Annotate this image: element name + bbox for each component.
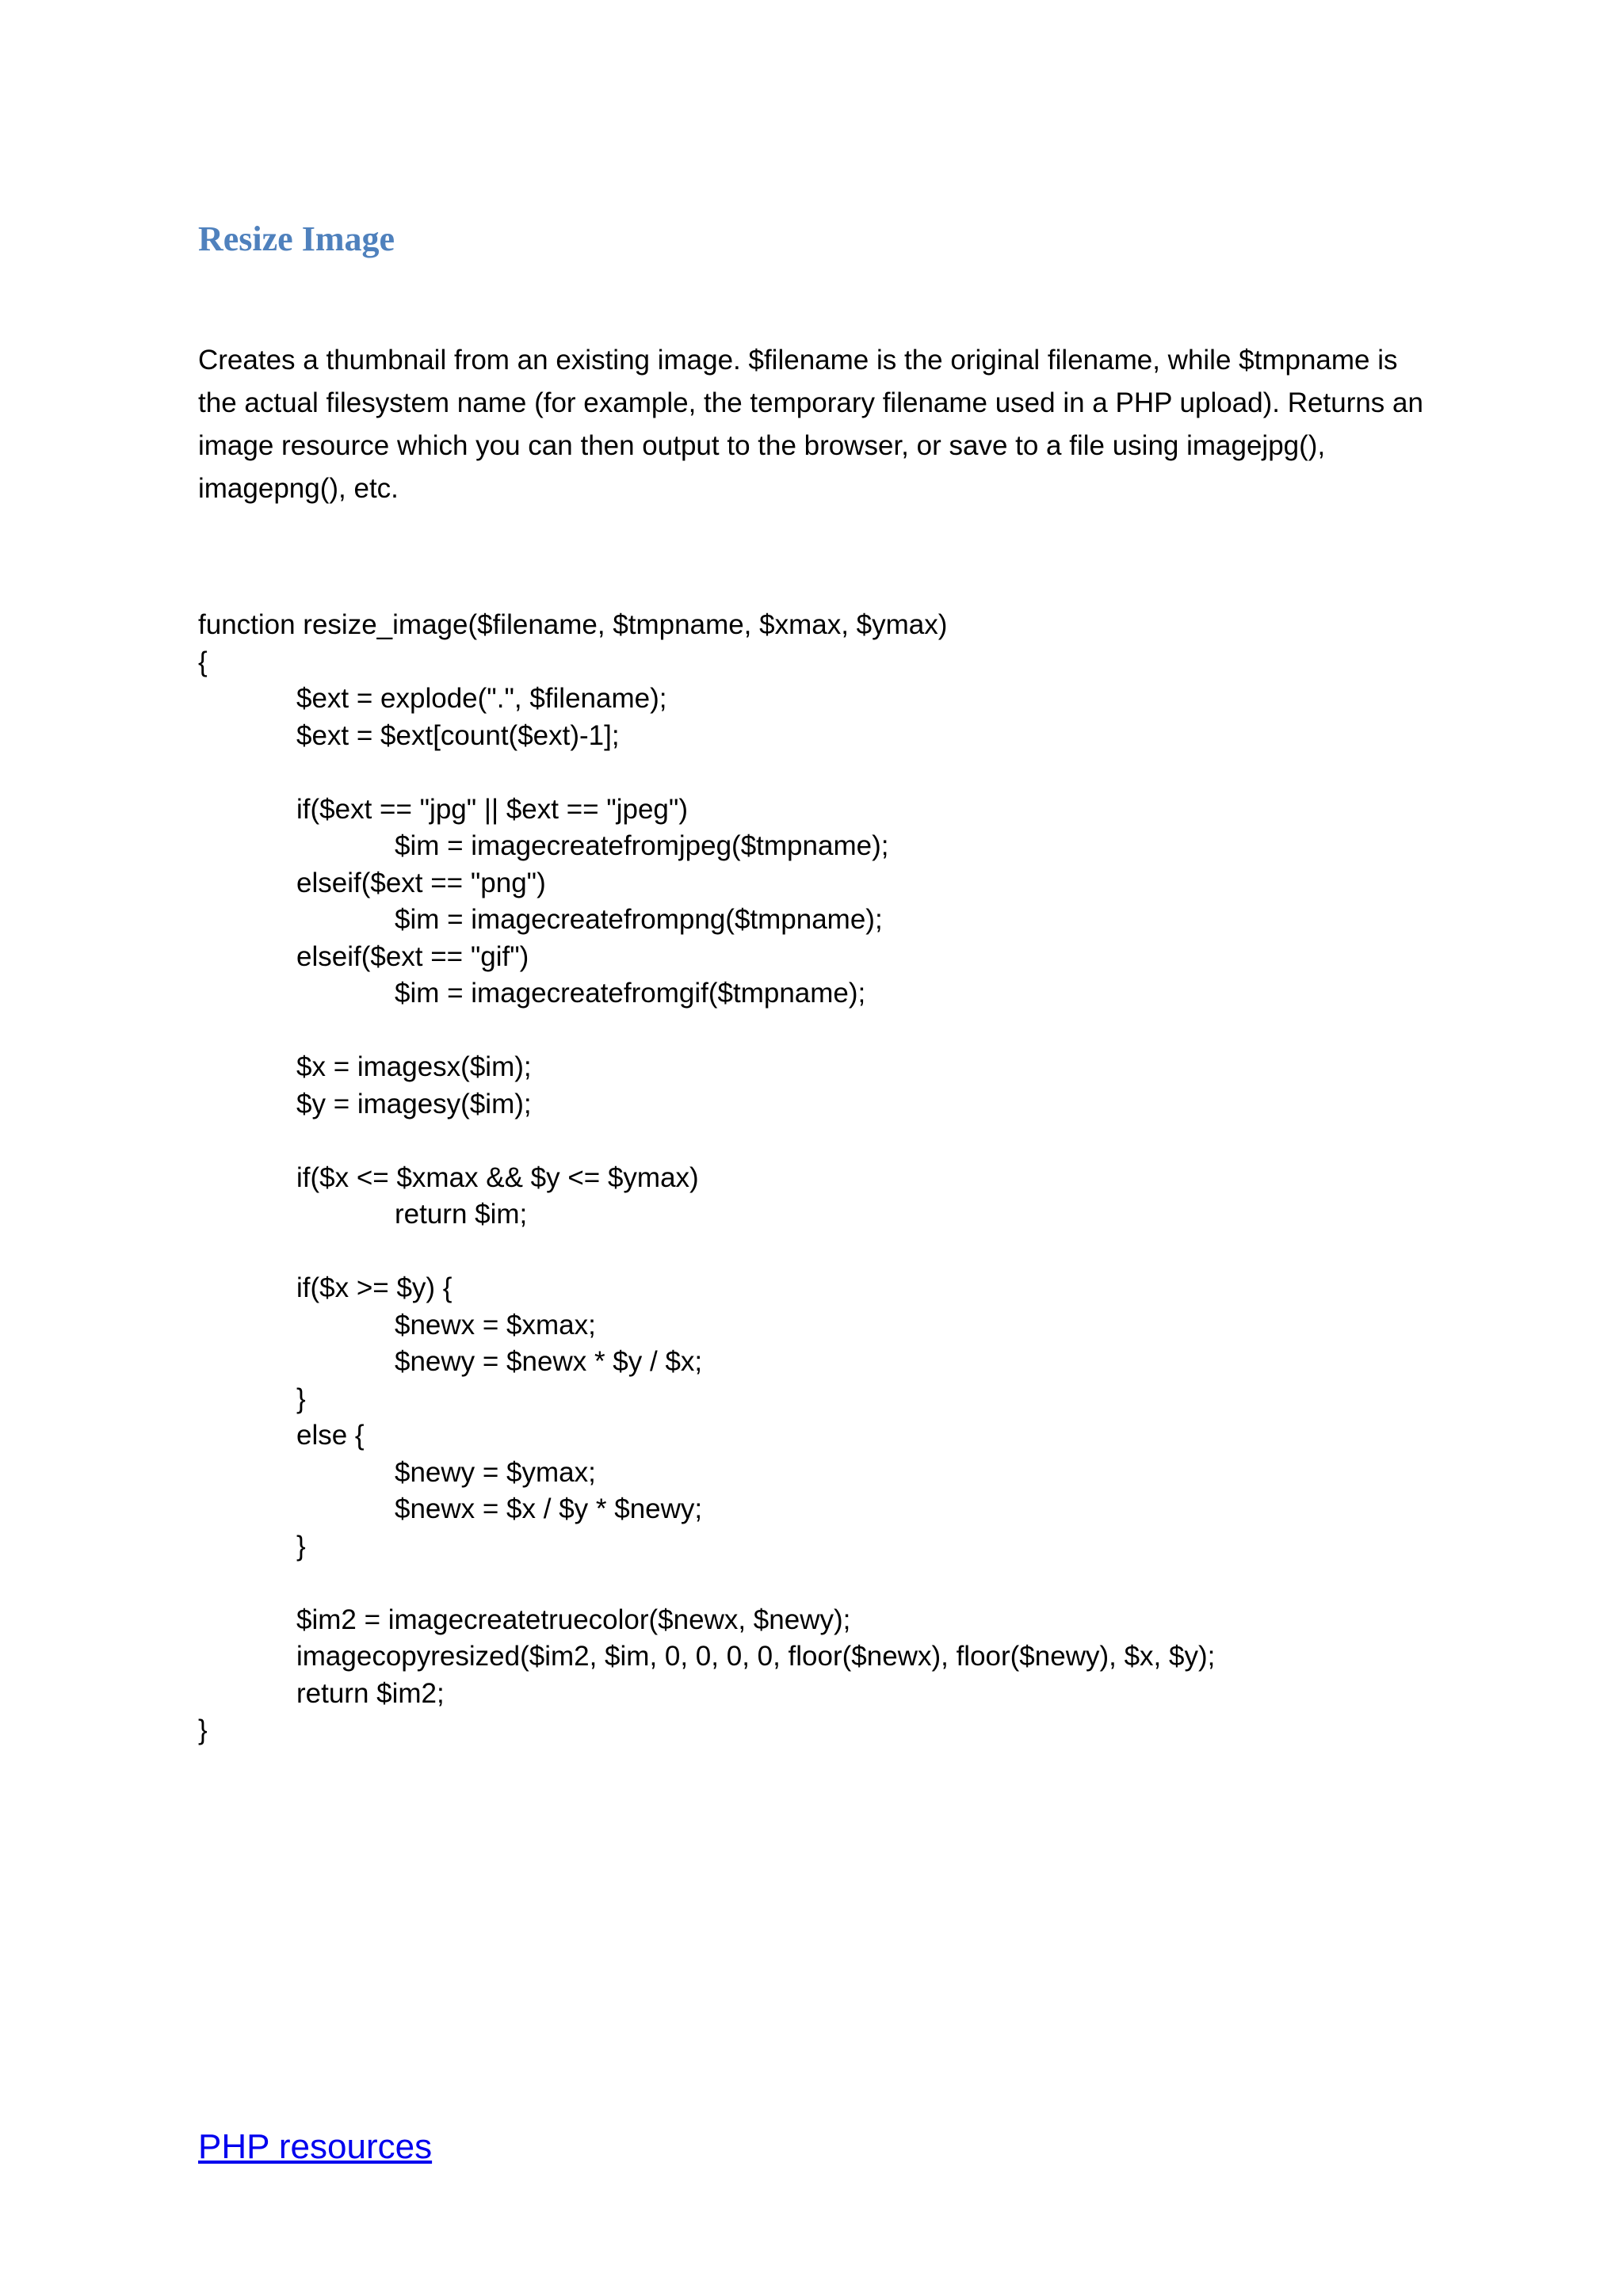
code-line xyxy=(198,1123,1434,1160)
code-line: { xyxy=(198,646,208,677)
code-line xyxy=(198,1013,1434,1050)
code-line: return $im2; xyxy=(296,1677,445,1709)
code-block xyxy=(198,607,1434,1749)
description-paragraph: Creates a thumbnail from an existing image. $filename is the original filename, while $tmpname is the actual filesystem name (for example, the temporary filename used in a PHP upload). Returns an image resource which you can then output to the browser, or save to a file using imagejpg(), imagepng(), etc. xyxy=(198,345,1423,504)
code-line: imagecopyresized($im2, $im, 0, 0, 0, 0, floor($newx), floor($newy), $x, $y); xyxy=(296,1641,1216,1672)
code-line xyxy=(198,754,1434,791)
code-line: if($ext == "jpg" || $ext == "jpeg") xyxy=(296,793,688,825)
code-line: $ext = explode(".", $filename); xyxy=(296,683,667,714)
code-line: } xyxy=(296,1383,306,1414)
code-line: $newy = $ymax; xyxy=(395,1456,596,1488)
php-resources-link[interactable]: PHP resources xyxy=(198,2127,433,2166)
page-title: Resize Image xyxy=(198,219,395,258)
code-line: $ext = $ext[count($ext)-1]; xyxy=(296,719,620,751)
code-line: $im = imagecreatefromgif($tmpname); xyxy=(395,978,866,1009)
code-line: } xyxy=(296,1530,306,1562)
code-line: $newx = $xmax; xyxy=(395,1309,596,1341)
code-line: if($x <= $xmax && $y <= $ymax) xyxy=(296,1161,699,1193)
code-line: $x = imagesx($im); xyxy=(296,1051,532,1082)
code-line: $y = imagesy($im); xyxy=(296,1088,532,1119)
code-line: else { xyxy=(296,1420,365,1451)
code-line: $im = imagecreatefromjpeg($tmpname); xyxy=(395,830,889,861)
code-line: $newx = $x / $y * $newy; xyxy=(395,1493,703,1524)
code-line: elseif($ext == "gif") xyxy=(296,940,529,972)
code-line xyxy=(198,1565,1434,1602)
code-line xyxy=(198,1234,1434,1271)
code-line: $im2 = imagecreatetruecolor($newx, $newy); xyxy=(296,1604,851,1635)
code-line: elseif($ext == "png") xyxy=(296,867,546,898)
code-line: $newy = $newx * $y / $x; xyxy=(395,1346,703,1377)
code-line: if($x >= $y) { xyxy=(296,1272,453,1303)
code-line: return $im; xyxy=(395,1199,528,1230)
code-line: $im = imagecreatefrompng($tmpname); xyxy=(395,904,883,935)
code-line: function resize_image($filename, $tmpname, $xmax, $ymax) xyxy=(198,609,948,640)
code-line: } xyxy=(198,1714,208,1745)
